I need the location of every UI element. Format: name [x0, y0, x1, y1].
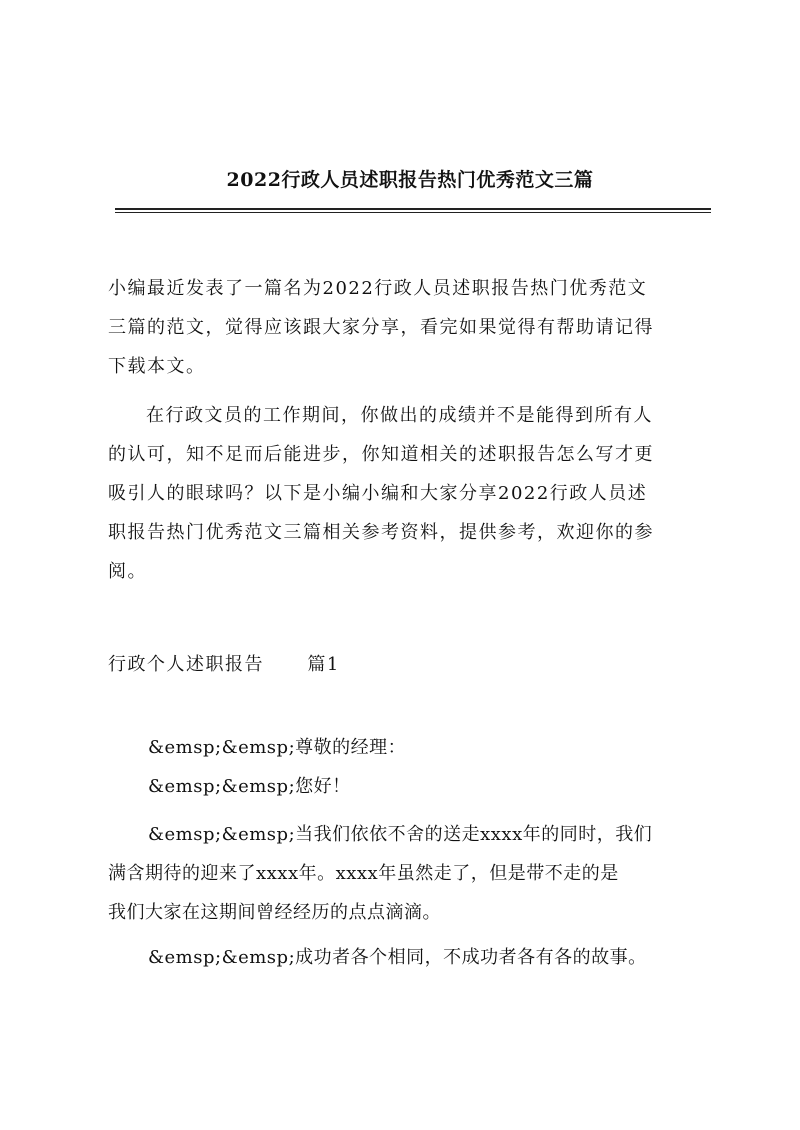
letter-body [108, 815, 704, 932]
summary-line: 职报告热门优秀范文三篇相关参考资料，提供参考，欢迎你的参 [108, 522, 654, 543]
intro-line: 小编最近发表了一篇名为2022行政人员述职报告热门优秀范文 [108, 278, 648, 299]
intro-line: 三篇的范文，觉得应该跟大家分享，看完如果觉得有帮助请记得 [108, 317, 654, 338]
letter-body-line: &emsp;&emsp;当我们依依不舍的送走xxxx年的同时，我们 [148, 824, 653, 845]
letter-greeting: &emsp;&emsp;尊敬的经理： [148, 737, 407, 758]
letter-body-line: 满含期待的迎来了xxxx年。xxxx年虽然走了，但是带不走的是 [108, 863, 619, 884]
title-divider [115, 208, 711, 214]
letter-body-line: 我们大家在这期间曾经经历的点点滴滴。 [108, 902, 441, 923]
summary-line: 在行政文员的工作期间，你做出的成绩并不是能得到所有人 [146, 405, 653, 426]
document-title: 2022行政人员述职报告热门优秀范文三篇 [226, 169, 594, 191]
section-heading: 行政个人述职报告 篇1 [108, 654, 340, 675]
letter-closing: &emsp;&emsp;成功者各个相同，不成功者各有各的故事。 [148, 947, 647, 968]
title-divider-thin [115, 212, 711, 213]
intro-paragraph [108, 269, 704, 386]
title-divider-thick [115, 208, 711, 210]
summary-line: 的认可，知不足而后能进步，你知道相关的述职报告怎么写才更 [108, 444, 654, 465]
intro-line: 下载本文。 [108, 356, 206, 377]
summary-line: 阅。 [108, 561, 147, 582]
summary-paragraph [108, 396, 704, 591]
letter-hello: &emsp;&emsp;您好！ [148, 776, 351, 797]
summary-line: 吸引人的眼球吗？以下是小编小编和大家分享2022行政人员述 [108, 483, 648, 504]
